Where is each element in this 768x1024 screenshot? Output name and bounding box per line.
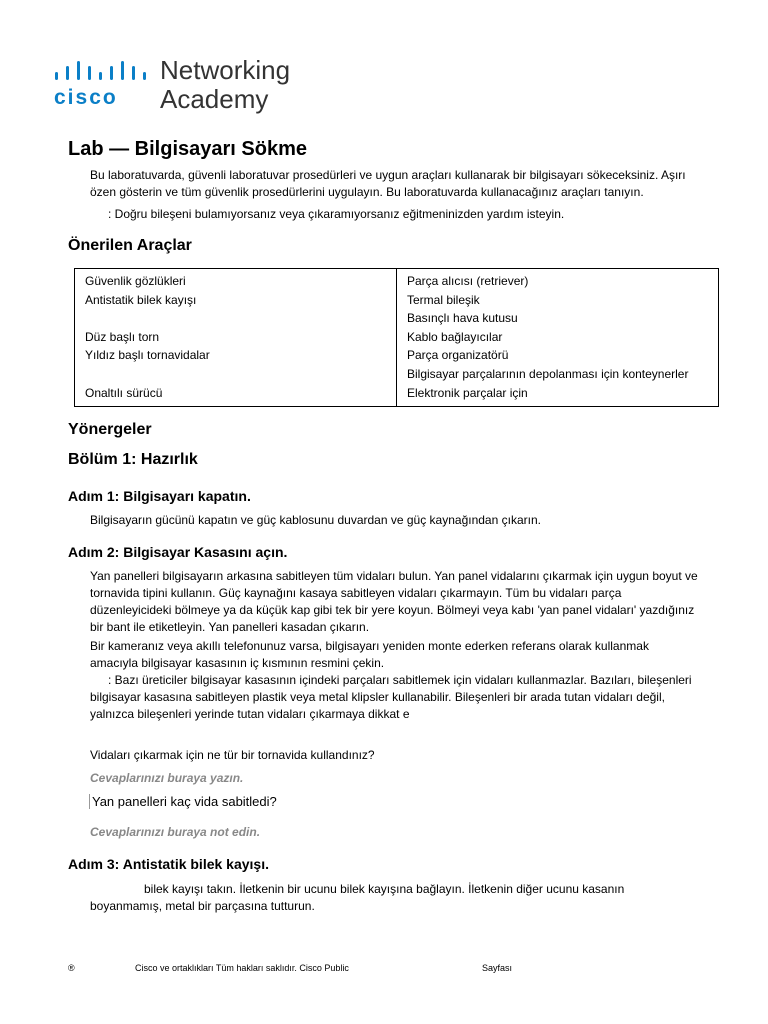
logo-networking: Networking — [160, 55, 291, 85]
tools-table — [74, 268, 719, 407]
logo-academy: Academy — [160, 84, 269, 114]
tool-item: Basınçlı hava kutusu — [407, 311, 518, 326]
tool-item: Yıldız başlı tornavidalar — [85, 348, 210, 363]
cisco-bridge-icon — [54, 61, 154, 83]
page-title: Lab — Bilgisayarı Sökme — [68, 138, 307, 160]
answer-field-1[interactable]: Cevaplarınızı buraya yazın. — [90, 771, 244, 785]
part1-heading: Bölüm 1: Hazırlık — [68, 451, 198, 468]
tool-item: Kablo bağlayıcılar — [407, 329, 503, 344]
tool-item: Bilgisayar parçalarının depolanması için konteynerler — [407, 366, 689, 381]
step2-heading: Adım 2: Bilgisayar Kasasını açın. — [68, 544, 288, 560]
step1-heading: Adım 1: Bilgisayarı kapatın. — [68, 488, 251, 504]
tool-item: Termal bileşik — [407, 292, 480, 307]
footer-rights: Cisco ve ortaklıkları Tüm hakları saklıdır. Cisco Public — [135, 963, 349, 973]
step3-text: bilek kayışı takın. İletkenin bir ucunu bilek kayışına bağlayın. İletkenin diğer ucunu kasanın boyanmamış, metal bir parçasına tutturun. — [90, 882, 625, 913]
tools-left-column — [75, 269, 397, 407]
tool-item: Düz başlı torn — [85, 329, 160, 344]
tool-item: Parça organizatörü — [407, 348, 509, 363]
tool-item: Güvenlik gözlükleri — [85, 274, 186, 288]
tool-item — [85, 309, 386, 328]
instructions-heading: Yönergeler — [68, 421, 152, 438]
cisco-wordmark: cisco — [54, 86, 118, 109]
question-1: Vidaları çıkarmak için ne tür bir tornavida kullandınız? — [90, 748, 375, 762]
cisco-networking-academy-logo — [54, 55, 314, 118]
tool-item: Onaltılı sürücü — [85, 385, 163, 400]
question-2: Yan panelleri kaç vida sabitledi? — [89, 794, 277, 809]
tool-item: Antistatik bilek kayışı — [85, 292, 197, 307]
footer-copyright: ® — [68, 963, 75, 973]
tool-item — [85, 365, 386, 384]
step2-paragraph: Yan panelleri bilgisayarın arkasına sabitleyen tüm vidaları bulun. Yan panel vidalarını çıkarmak için uygun boyut ve tornavida tipini kullanın. Güç kaynağını kasaya sabitleyen vidaları çıkarmayın. Tüm bu vidaları parça düzenleyicideki bölmeye ya da küçük kap gibi tek bir yere koyun. Bölmeyi veya kabı 'yan panel vidaları' yazdığınız bir bant ile etiketleyin. Yan panelleri kasadan çıkarın. — [90, 569, 698, 634]
tool-item: Parça alıcısı (retriever) — [407, 274, 529, 288]
intro-paragraph: Bu laboratuvarda, güvenli laboratuvar prosedürleri ve uygun araçları kullanarak bir bilgisayarı sökeceksiniz. Aşırı özen gösterin ve tüm güvenlik prosedürlerini uygulayın. Bu laboratuvarda kullanacağınız araçları tanıyın. — [90, 168, 686, 199]
step2-paragraph-2: Bir kameranız veya akıllı telefonunuz varsa, bilgisayarı yeniden monte ederken referans olarak kullanmak amacıyla bilgisayar kasasının iç kısmının resmini çekin. — [90, 639, 649, 670]
tool-item: Elektronik parçalar için — [407, 385, 528, 400]
step3-heading: Adım 3: Antistatik bilek kayışı. — [68, 856, 269, 872]
footer-page: Sayfası — [482, 963, 513, 973]
tools-right-column — [397, 269, 719, 407]
answer-field-2[interactable]: Cevaplarınızı buraya not edin. — [90, 825, 261, 839]
tools-heading: Önerilen Araçlar — [68, 237, 192, 254]
step1-text: Bilgisayarın gücünü kapatın ve güç kablosunu duvardan ve güç kaynağından çıkarın. — [90, 513, 541, 527]
step2-note: : Bazı üreticiler bilgisayar kasasının içindeki parçaları sabitlemek için vidaları kullanmazlar. Bazıları, bileşenleri bilgisayar kasasına sabitleyen plastik veya metal klipsler kullanabilir. Bileşenleri bir arada tutan vidaları değil, yalnızca bileşenleri yerinde tutan vidaları çıkarmaya dikkat e — [90, 673, 692, 721]
intro-note: : Doğru bileşeni bulamıyorsanız veya çıkaramıyorsanız eğitmeninizden yardım isteyin. — [108, 207, 565, 221]
